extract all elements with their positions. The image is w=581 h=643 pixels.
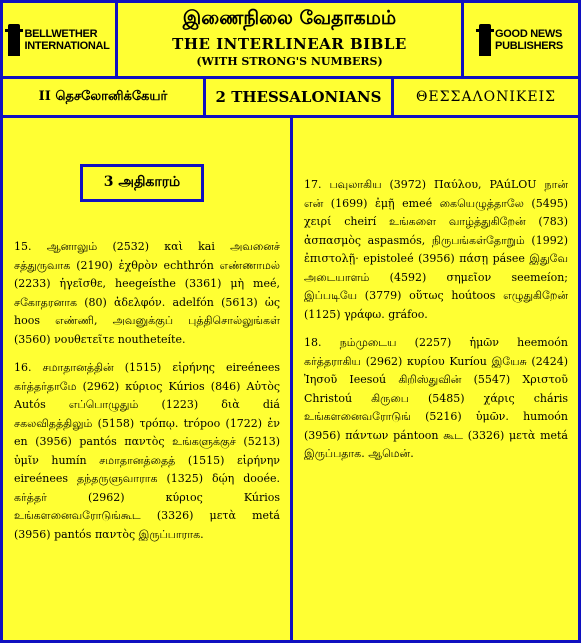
bellwether-icon xyxy=(8,24,20,56)
verse-15: 15. ஆனாலும் (2532) καὶ kai அவனைச் சத்துருவாக (2190) ἐχθρὸν echthrón எண்ணாமல் (2233) ἡγεῖσθε, heegeísthe (3361) μὴ meé, சகோதரனாக (80) ἀδελφόν. adelfón (5613) ὡς hoos எண்ணி, அவனுக்குப் புத்திசொல்லுங்கள் (3560) νουθετεῖτε noutheteíte. xyxy=(14,240,280,346)
verse-16: 16. சமாதானத்தின் (1515) εἰρήνης eireénees கர்த்தர்தாமே (2962) κύριος Kúrios (846) Αὐτὸς Autós எப்பொழுதும் (1223) διὰ diá சகலவிதத்திலும் (5158) τρόπῳ. trópoo (1722) ἐν en (3956) pantós παντὸς உங்களுக்குச் (5213) ὑμῖν humín சமாதானத்தைத் (1515) εἰρήνην eireénees தந்தருளுவாராக (1325) δῴη dooée. கர்த்தர் (2962) κύριος Kúrios உங்களனைவரோடுங்கூட (3326) μετὰ metá (3956) pantós παντὸς இருப்பாராக. xyxy=(14,361,280,541)
title-subtitle: (WITH STRONG'S NUMBERS) xyxy=(196,55,383,68)
verse-18: 18. நம்முடைய (2257) ἡμῶν heemoón கர்த்தராகிய (2962) κυρίου Kuríou இயேசு (2424) Ἰησοῦ Ieesoú கிறிஸ்துவின் (5547) Χριστοῦ Christoú கிருபை (5485) χάρις cháris உங்களனைவரோடுங் (5216) ὑμῶν. humoón (3956) πάντων pántoon கூட (3326) μετὰ metá இருப்பதாக. ஆமென். xyxy=(304,336,568,460)
bellwether-logo xyxy=(0,0,118,79)
book-english: 2 THESSALONIANS xyxy=(203,76,394,118)
publisher-right-line1: GOOD NEWS xyxy=(495,27,563,40)
good-news-logo xyxy=(461,0,581,79)
book-greek: ΘΕΣΣΑΛΟΝΙΚΕΙΣ xyxy=(391,76,581,118)
tamil-title: இணைநிலை வேதாகமம் xyxy=(182,7,397,29)
english-title: THE INTERLINEAR BIBLE xyxy=(172,35,407,53)
right-verses xyxy=(304,176,568,474)
publisher-left-line1: BELLWETHER xyxy=(24,27,98,40)
chapter-heading: 3 அதிகாரம் xyxy=(80,164,204,202)
left-verses xyxy=(14,238,280,554)
publisher-right-line2: PUBLISHERS xyxy=(495,39,563,52)
title-block xyxy=(115,0,464,79)
publisher-left-line2: INTERNATIONAL xyxy=(24,39,110,52)
book-tamil: II தெசலோனிக்கேயர் xyxy=(0,76,206,118)
good-news-icon xyxy=(479,24,491,56)
verse-17: 17. பவுலாகிய (3972) Παύλου, PAúLOU நான் என் (1699) ἐμῇ emeé கையெழுத்தாலே (5495) χειρί cheirí உங்களை வாழ்த்துகிறேன் (783) ἀσπασμὸς aspasmós, நிருபங்கள்தோறும் (1992) ἐπιστολῇ· epistoleé (3956) πάσῃ pásee இதுவே அடையாளம் (4592) σημεῖον seemeíon; இப்படியே (3779) οὕτως hoútoos எழுதுகிறேன் (1125) γράφω. gráfoo. xyxy=(304,178,568,321)
